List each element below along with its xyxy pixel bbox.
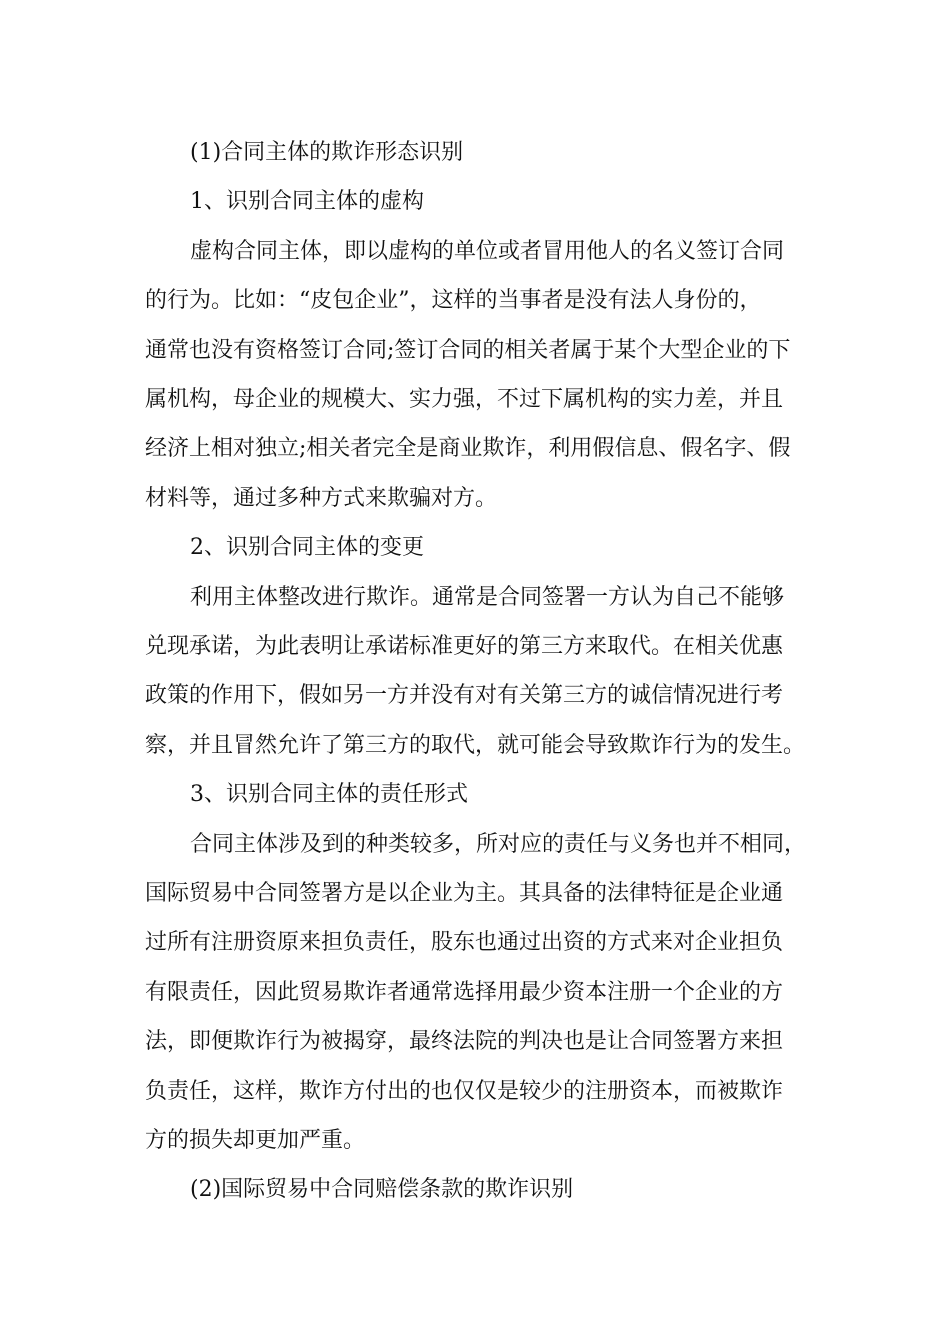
paragraph-line: 属机构，母企业的规模大、实力强，不过下属机构的实力差，并且 — [145, 387, 784, 412]
paragraph-line: 方的损失却更加严重。 — [145, 1128, 366, 1153]
heading-compensation-clause-fraud: (2)国际贸易中合同赔偿条款的欺诈识别 — [190, 1177, 574, 1202]
paragraph-line: 过所有注册资原来担负责任，股东也通过出资的方式来对企业担负 — [145, 930, 784, 955]
paragraph-line: 通常也没有资格签订合同;签订合同的相关者属于某个大型企业的下 — [145, 338, 791, 363]
heading-contract-subject-fraud: (1)合同主体的欺诈形态识别 — [190, 140, 464, 165]
paragraph-line: 国际贸易中合同签署方是以企业为主。其具备的法律特征是企业通 — [145, 881, 784, 906]
paragraph-line: 有限责任，因此贸易欺诈者通常选择用最少资本注册一个企业的方 — [145, 980, 784, 1005]
paragraph-line: 察，并且冒然允许了第三方的取代，就可能会导致欺诈行为的发生。 — [145, 733, 806, 758]
paragraph-line: 的行为。比如：“皮包企业”，这样的当事者是没有法人身份的， — [145, 288, 762, 313]
paragraph-line: 法，即便欺诈行为被揭穿，最终法院的判决也是让合同签署方来担 — [145, 1029, 784, 1054]
subheading-subject-change: 2、识别合同主体的变更 — [190, 535, 424, 560]
paragraph-line: 政策的作用下，假如另一方并没有对有关第三方的诚信情况进行考 — [145, 683, 784, 708]
paragraph-line: 经济上相对独立;相关者完全是商业欺诈，利用假信息、假名字、假 — [145, 436, 791, 461]
paragraph-line: 兑现承诺，为此表明让承诺标准更好的第三方来取代。在相关优惠 — [145, 634, 784, 659]
paragraph-line: 虚构合同主体，即以虚构的单位或者冒用他人的名义签订合同 — [190, 239, 785, 264]
subheading-fictitious-subject: 1、识别合同主体的虚构 — [190, 189, 424, 214]
paragraph-line: 负责任，这样，欺诈方付出的也仅仅是较少的注册资本，而被欺诈 — [145, 1079, 784, 1104]
subheading-liability-form: 3、识别合同主体的责任形式 — [190, 782, 468, 807]
paragraph-line: 利用主体整改进行欺诈。通常是合同签署一方认为自己不能够 — [190, 585, 785, 610]
paragraph-line: 材料等，通过多种方式来欺骗对方。 — [145, 486, 498, 511]
paragraph-line: 合同主体涉及到的种类较多，所对应的责任与义务也并不相同， — [190, 832, 807, 857]
